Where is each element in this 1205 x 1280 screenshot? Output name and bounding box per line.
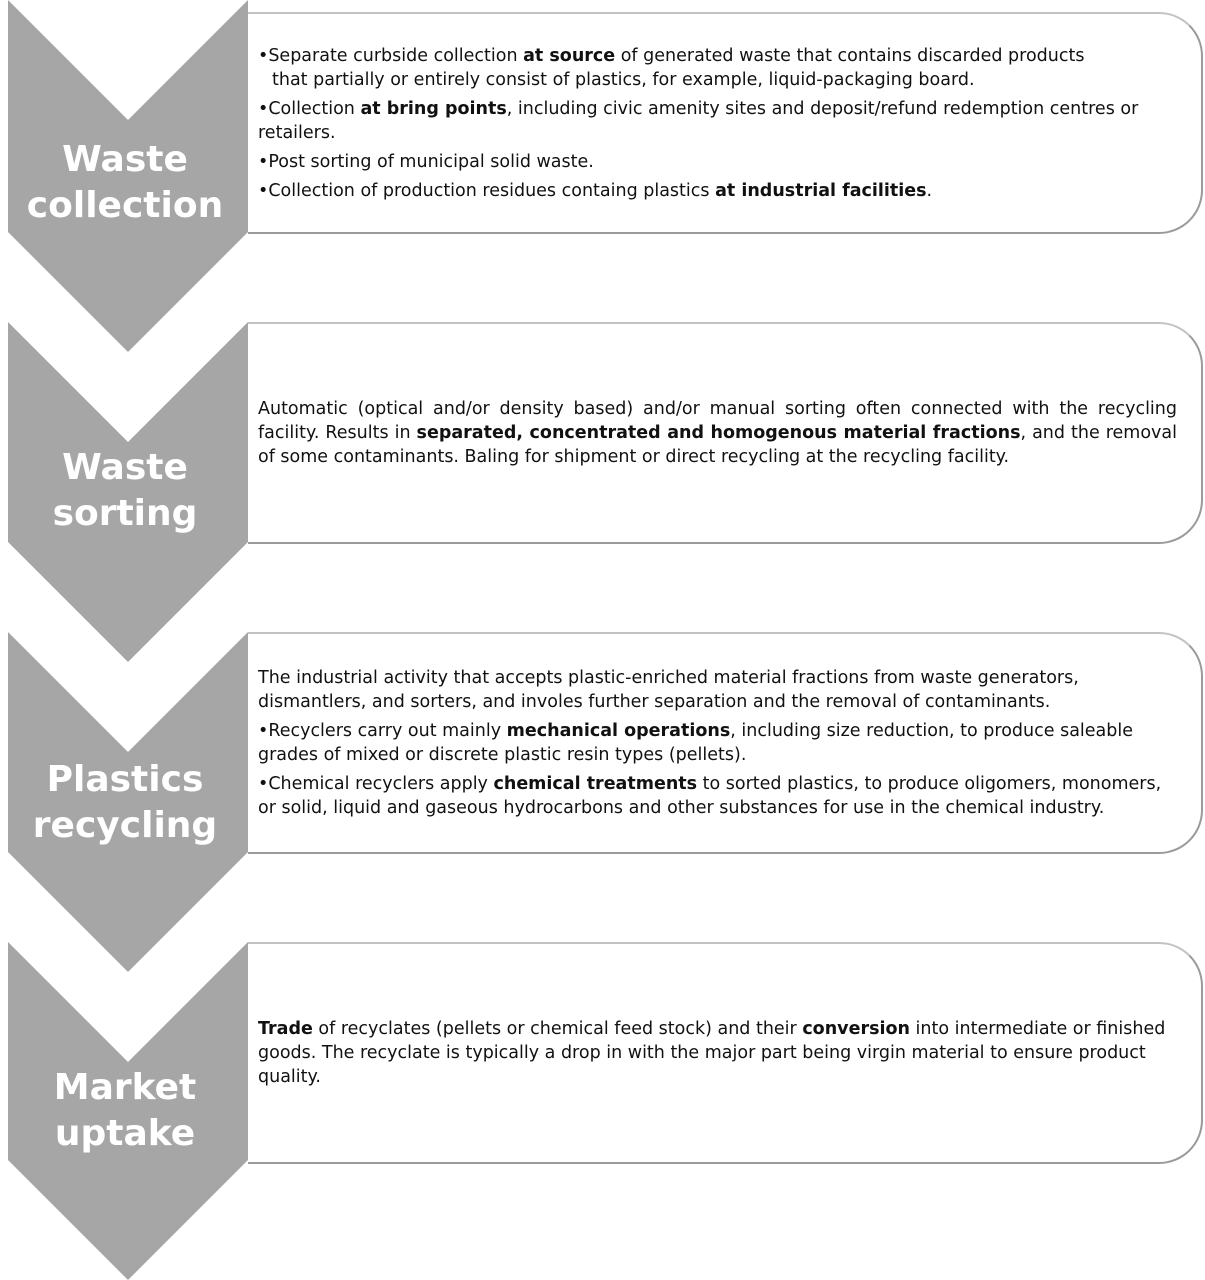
bullet-item: •Separate curbside collection at source of generated waste that contains discarded products that partially or entirely consist of plastics, for example, liquid-packaging board. — [258, 45, 1085, 90]
description-box-market-uptake — [248, 942, 1203, 1164]
stage-title-line: Waste — [62, 447, 188, 488]
bullet-item: •Collection at bring points, including civic amenity sites and deposit/refund redemption centres or retailers. — [258, 98, 1139, 143]
stage-title-line: recycling — [32, 805, 218, 846]
bullet-item: •Collection of production residues containg plastics at industrial facilities. — [258, 180, 933, 201]
stage-title-waste-sorting — [10, 445, 240, 537]
bullet-item: •Post sorting of municipal solid waste. — [258, 151, 594, 172]
stage-title-line: Market — [53, 1067, 197, 1108]
description-box-plastics-recycling — [248, 632, 1203, 854]
bullet-item: •Chemical recyclers apply chemical treatments to sorted plastics, to produce oligomers, monomers, or solid, liquid and gaseous hydrocarbons and other substances for use in the chemical industry. — [258, 774, 1162, 818]
stage-title-line: sorting — [52, 493, 198, 534]
stage-title-market-uptake — [10, 1065, 240, 1157]
description-paragraph: Trade of recyclates (pellets or chemical feed stock) and their conversion into intermediate or finished goods. The recyclate is typically a drop in with the major part being virgin material to ensure product quality. — [258, 1019, 1166, 1087]
description-box-waste-collection — [248, 12, 1203, 234]
stage-title-line: Plastics — [46, 759, 204, 800]
description-box-waste-sorting — [248, 322, 1203, 544]
bullet-item: •Recyclers carry out mainly mechanical operations, including size reduction, to produce saleable grades of mixed or discrete plastic resin types (pellets). — [258, 721, 1134, 765]
stage-title-waste-collection — [10, 137, 240, 229]
stage-title-plastics-recycling — [10, 757, 240, 849]
description-paragraph: The industrial activity that accepts plastic-enriched material fractions from waste generators, dismantlers, and sorters, and involes further separation and the removal of contaminants. — [258, 668, 1079, 712]
description-paragraph: Automatic (optical and/or density based) and/or manual sorting often connected with the recycling facility. Results in separated, concentrated and homogenous material fractions, and the removal of some contaminants. Baling for shipment or direct recycling at the recycling facility. — [258, 399, 1177, 467]
stage-title-line: Waste — [62, 139, 188, 180]
stage-title-line: uptake — [54, 1113, 196, 1154]
stage-title-line: collection — [26, 185, 224, 226]
